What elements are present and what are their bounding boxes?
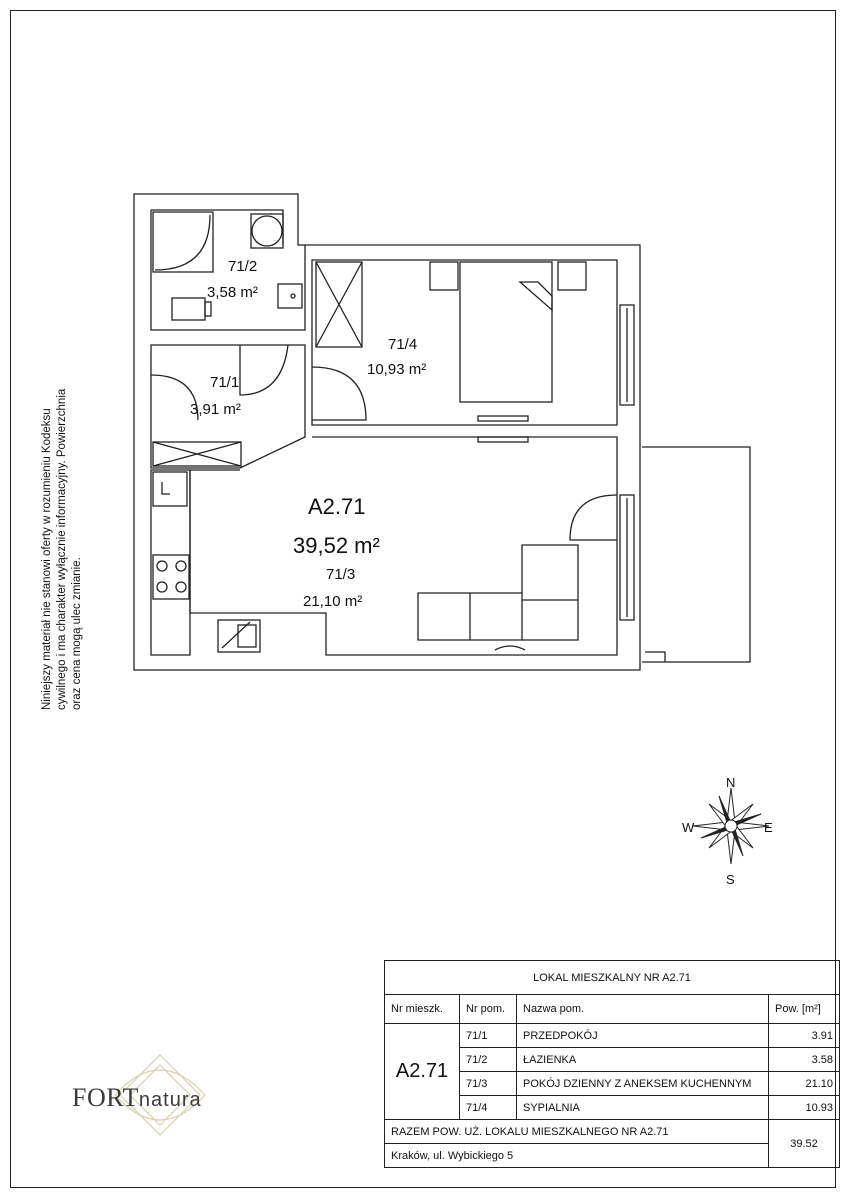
row-room-name: SYPIALNIA: [517, 1096, 769, 1120]
room-area-71-4: 10,93 m²: [367, 361, 427, 378]
compass-rose: [693, 788, 769, 864]
table-row: [385, 1024, 840, 1048]
compass-east: E: [764, 820, 773, 835]
room-number-71-3: 71/3: [326, 566, 356, 583]
disclaimer-line: oraz cena mogą ulec zmianie.: [71, 557, 83, 710]
row-room-no: 71/1: [460, 1024, 517, 1048]
total-label: RAZEM POW. UŻ. LOKALU MIESZKALNEGO NR A2.71: [385, 1120, 769, 1144]
header-name: Nazwa pom.: [517, 995, 769, 1024]
row-room-area: 10.93: [769, 1096, 840, 1120]
row-room-no: 71/3: [460, 1072, 517, 1096]
row-room-no: 71/4: [460, 1096, 517, 1120]
room-number-71-1: 71/1: [210, 374, 240, 391]
logo-fort: FORT: [72, 1083, 139, 1112]
compass-north: N: [726, 775, 736, 790]
row-room-name: PRZEDPOKÓJ: [517, 1024, 769, 1048]
address: Kraków, ul. Wybickiego 5: [385, 1144, 769, 1168]
row-room-no: 71/2: [460, 1048, 517, 1072]
legend-title: LOKAL MIESZKALNY NR A2.71: [385, 961, 840, 995]
row-room-area: 3.58: [769, 1048, 840, 1072]
row-room-area: 21.10: [769, 1072, 840, 1096]
room-number-71-4: 71/4: [388, 336, 418, 353]
header-area: Pow. [m²]: [769, 995, 840, 1024]
compass-west: W: [682, 820, 695, 835]
row-room-area: 3.91: [769, 1024, 840, 1048]
flat-number: A2.71: [385, 1024, 460, 1120]
logo-natura: natura: [138, 1089, 202, 1111]
room-area-71-1: 3,91 m²: [190, 401, 241, 418]
row-room-name: ŁAZIENKA: [517, 1048, 769, 1072]
room-area-71-2: 3,58 m²: [207, 284, 258, 301]
outer-wall: [134, 194, 640, 670]
flat-area: 39,52 m²: [293, 533, 380, 558]
disclaimer-line: cywilnego i ma charakter wyłącznie informacyjny. Powierzchnia: [56, 388, 68, 710]
compass-south: S: [726, 872, 735, 887]
bedroom-outline: [312, 260, 617, 425]
legend-table: [384, 960, 840, 1168]
header-flat: Nr mieszk.: [385, 995, 460, 1024]
disclaimer-line: Niniejszy materiał nie stanowi oferty w rozumieniu Kodeksu: [41, 408, 53, 710]
balcony-outline: [642, 447, 750, 662]
room-area-71-3: 21,10 m²: [303, 593, 363, 610]
living-outline: [190, 437, 617, 655]
row-room-name: POKÓJ DZIENNY Z ANEKSEM KUCHENNYM: [517, 1072, 769, 1096]
room-number-71-2: 71/2: [228, 258, 258, 275]
total-area: 39.52: [769, 1120, 840, 1168]
logo-text: [72, 1083, 202, 1113]
flat-id: A2.71: [308, 494, 366, 519]
header-room: Nr pom.: [460, 995, 517, 1024]
